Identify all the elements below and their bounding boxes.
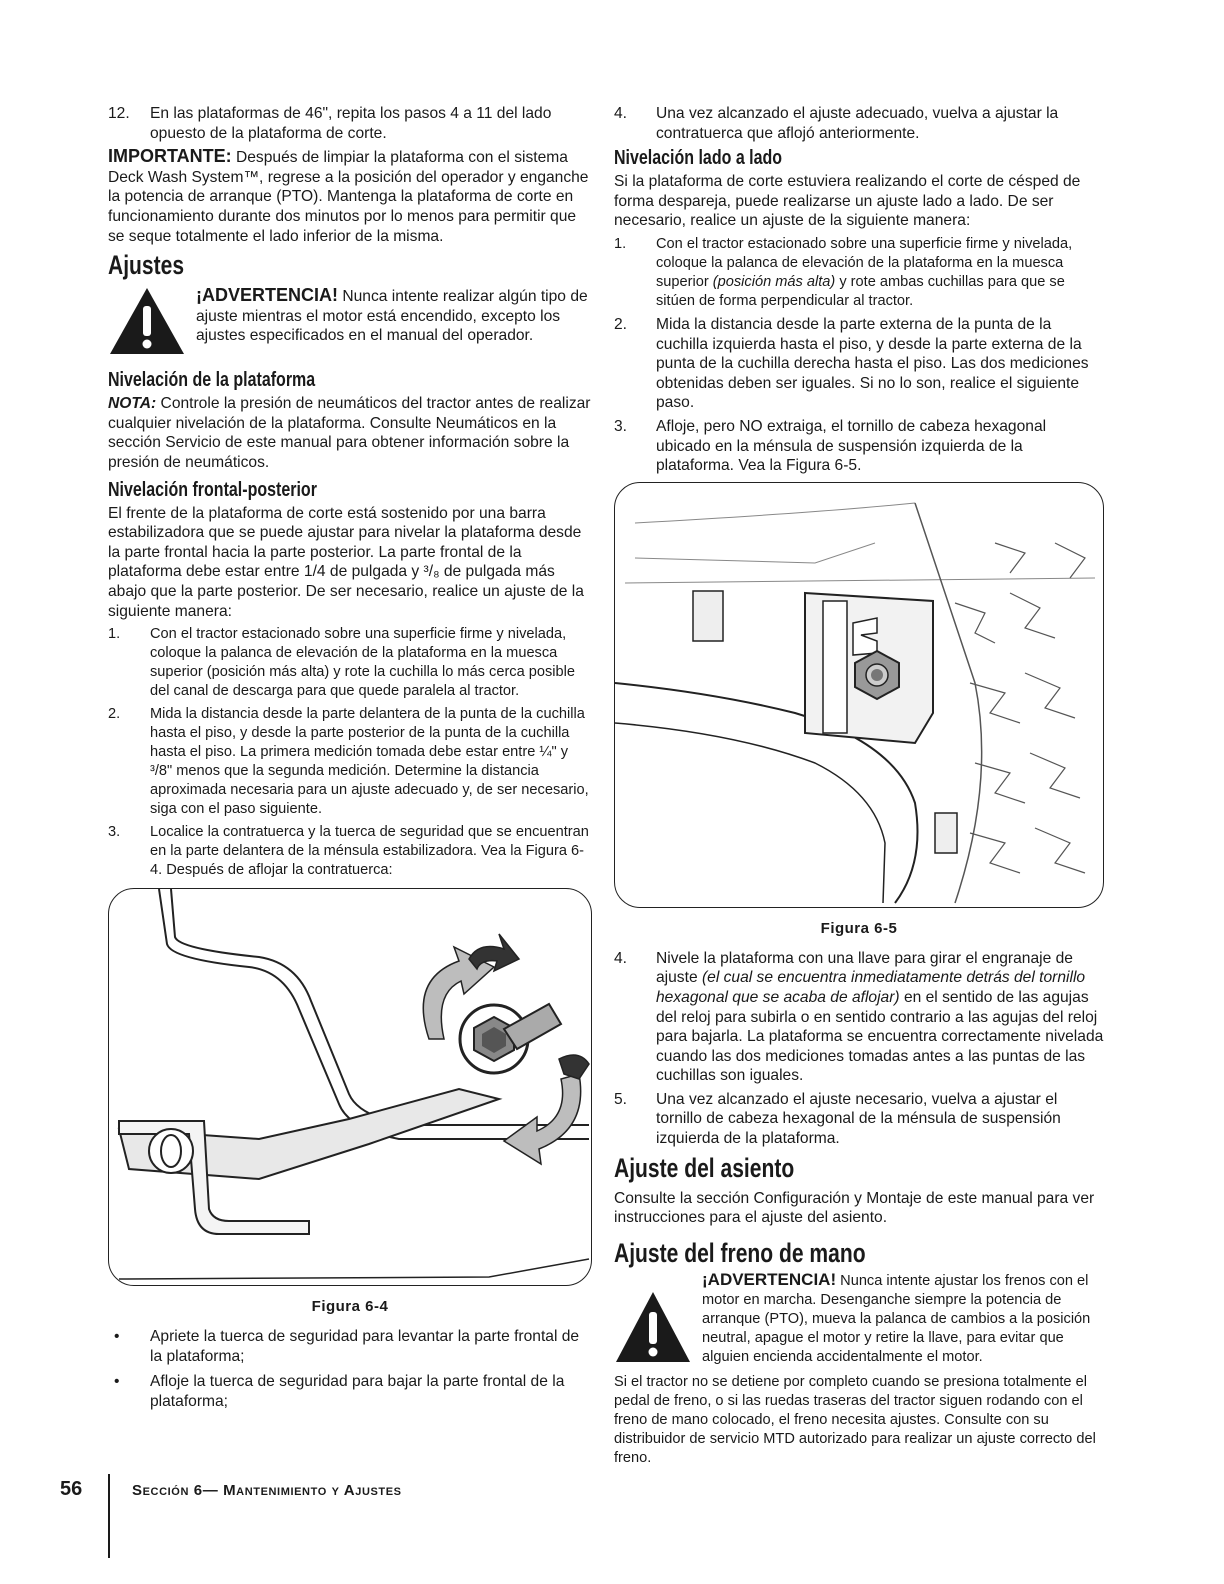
step-number: 12. [108, 105, 130, 122]
warning-label: ¡ADVERTENCIA! [196, 285, 338, 306]
step-12 [108, 104, 592, 143]
figure-6-4-illustration [109, 889, 592, 1285]
ajustes-heading: Ajustes [108, 250, 185, 281]
warning-text [196, 286, 592, 361]
step-number: 1. [108, 626, 121, 643]
step-text: Una vez alcanzado el ajuste necesario, vuelva a ajustar el tornillo de cabeza hexagonal de la ménsula de suspensión izquierda de la plataforma. [656, 1090, 1061, 1148]
step-text [656, 235, 1104, 311]
lado-heading: Nivelación lado a lado [614, 147, 783, 170]
step-text-a: Nivele la plataforma con una llave para girar el engranaje de ajuste [656, 949, 1073, 987]
step-number: 5. [614, 1090, 628, 1108]
step-text-b: y rote ambas cuchillas para que se sitúen de forma perpendicular al tractor. [656, 273, 1065, 309]
bullet-2 [108, 1372, 592, 1411]
bullet-text: Afloje la tuerca de seguridad para bajar la parte frontal de la plataforma; [150, 1373, 565, 1410]
warning-label: ¡ADVERTENCIA! [702, 1269, 837, 1289]
nota-text: Controle la presión de neumáticos del tractor antes de realizar cualquier nivelación de la plataforma. Consulte Neumáticos en la sección Servicio de este manual para obtener información sobre la presión de neumáticos. [108, 395, 591, 471]
figure-6-5-illustration [615, 483, 1101, 907]
freno-warning-block [614, 1270, 1104, 1369]
importante-label: IMPORTANTE: [108, 146, 232, 167]
step-text: Mida la distancia desde la parte externa de la punta de la cuchilla izquierda hasta el piso, y desde la parte externa de la punta de la cuchilla derecha hasta el piso. Las dos mediciones obtenidas deben ser iguales. Si no lo son, realice el siguiente paso. [656, 315, 1089, 412]
step-text: Afloje, pero NO extraiga, el tornillo de cabeza hexagonal ubicado en la ménsula de suspensión izquierda de la plataforma. Vea la Figura 6-5. [656, 417, 1047, 475]
frontal-text: El frente de la plataforma de corte está sostenido por una barra estabilizadora que se puede ajustar para nivelar la plataforma desde la parte frontal hacia la parte posterior. La parte frontal de la plataforma debe estar entre 1/4 de pulgada y ³/₈ de pulgada más abajo que la parte posterior. De ser necesario, realice un ajuste de la siguiente manera: [108, 504, 584, 620]
step-number: 4. [614, 949, 628, 967]
nota-label: NOTA: [108, 395, 157, 413]
step-number: 2. [108, 706, 121, 723]
side-step-1 [614, 235, 1104, 311]
warning-block [108, 286, 592, 361]
lado-text: Si la plataforma de corte estuviera realizando el corte de césped de forma despareja, puede realizarse un ajuste lado a lado. De ser necesario, realice un ajuste de la siguiente manera: [614, 173, 1081, 230]
figure-6-5 [614, 482, 1104, 908]
warning-triangle-icon [108, 286, 186, 361]
step-number: 1. [614, 235, 627, 252]
freno-heading: Ajuste del freno de mano [614, 1237, 866, 1268]
step-text: Mida la distancia desde la parte delantera de la punta de la cuchilla hasta el piso, y desde la parte posterior de la punta de la cuchilla hasta el piso. La primera medición tomada debe estar entre ¼" y ³/8" menos que la segunda medición. Determine la distancia aproximada necesaria para un ajuste adecuado y, de ser necesario, siga con el paso siguiente. [150, 706, 589, 818]
side-step-3 [614, 417, 1104, 476]
bullet-text: Apriete la tuerca de seguridad para levantar la parte frontal de la plataforma; [150, 1328, 580, 1365]
side-step-2 [614, 315, 1104, 413]
warning-body: Nunca intente ajustar los frenos con el motor en marcha. Desenganche siempre la potencia de arranque (PTO), mueva la palanca de cambios a la posición neutral, apague el motor y retire la llave, para evitar que alguien encienda accidentalmente el motor. [702, 1272, 1091, 1365]
warning-body: Nunca intente realizar algún tipo de ajuste mientras el motor está encendido, excepto los ajustes especificados en el manual del operador. [196, 288, 588, 345]
step-text: Localice la contratuerca y la tuerca de seguridad que se encuentran en la parte delantera de la ménsula estabilizadora. Vea la Figura 6-4. Después de aflojar la contratuerca: [150, 824, 589, 879]
step-text-italic: (el cual se encuentra inmediatamente detrás del tornillo hexagonal que se acaba de aflojar) [656, 969, 1086, 1006]
bullet-symbol: • [114, 1328, 120, 1346]
right-column [614, 104, 1104, 1468]
freno-text: Si el tractor no se detiene por completo cuando se presiona totalmente el pedal de freno, o si las ruedas traseras del tractor siguen rodando con el freno de mano colocado, el freno necesita ajustes. Consulte con su distribuidor de servicio MTD autorizado para realizar un ajuste correcto del freno. [614, 1373, 1096, 1466]
figure-6-4-caption: Figura 6-4 [311, 1298, 389, 1316]
page-number: 56 [60, 1478, 83, 1500]
bullet-1 [108, 1327, 592, 1366]
importante-text: Después de limpiar la plataforma con el sistema Deck Wash System™, regrese a la posición del operador y enganche la potencia de arranque (PTO). Mantenga la plataforma de corte en funcionamiento durante dos minutos por lo menos para permitir que se seque totalmente el lado inferior de la misma. [108, 149, 589, 245]
page-footer [60, 1474, 402, 1558]
warning-triangle-icon [614, 1270, 692, 1369]
step-text: En las plataformas de 46", repita los pasos 4 a 11 del lado opuesto de la plataforma de corte. [150, 105, 552, 142]
step-text: Una vez alcanzado el ajuste adecuado, vuelva a ajustar la contratuerca que aflojó anteriormente. [656, 105, 1059, 142]
step-text-italic: (posición más alta) [712, 273, 836, 290]
figure-6-4 [108, 888, 592, 1286]
side-step-5 [614, 1090, 1104, 1149]
freno-warning-text [702, 1270, 1104, 1369]
frontal-heading: Nivelación frontal-posterior [108, 478, 317, 501]
step-number: 3. [108, 824, 121, 841]
step-1 [108, 625, 592, 701]
bullet-symbol: • [114, 1373, 120, 1391]
step-number: 2. [614, 315, 628, 333]
step-2 [108, 705, 592, 819]
figure-6-5-caption: Figura 6-5 [820, 919, 898, 937]
step-number: 4. [614, 105, 628, 122]
step-4-top [614, 104, 1104, 143]
footer-divider [108, 1474, 110, 1558]
step-text-a: Con el tractor estacionado sobre una superficie firme y nivelada, coloque la palanca de elevación de la plataforma en la muesca superior [656, 235, 1073, 290]
step-number: 3. [614, 417, 628, 435]
nota-paragraph [108, 394, 592, 472]
step-text [656, 949, 1104, 1086]
step-text-b: en el sentido de las agujas del reloj para subirla o en sentido contrario a las agujas del reloj para bajarla. La plataforma se encuentra correctamente nivelada cuando las dos mediciones tomadas antes a las puntas de las cuchillas son iguales. [656, 988, 1104, 1085]
section-title: Sección 6— Mantenimiento y Ajustes [132, 1482, 402, 1499]
left-column [108, 104, 592, 1417]
step-3 [108, 823, 592, 880]
asiento-text: Consulte la sección Configuración y Montaje de este manual para ver instrucciones para el ajuste del asiento. [614, 1189, 1095, 1227]
side-step-4 [614, 949, 1104, 1086]
step-text: Con el tractor estacionado sobre una superficie firme y nivelada, coloque la palanca de elevación de la plataforma en la muesca superior (posición más alta) y rote la cuchilla lo más cerca posible del canal de descarga para que quede paralela al tractor. [150, 626, 576, 700]
asiento-heading: Ajuste del asiento [614, 1152, 795, 1183]
nivelacion-heading: Nivelación de la plataforma [108, 369, 316, 392]
importante-paragraph [108, 147, 592, 246]
